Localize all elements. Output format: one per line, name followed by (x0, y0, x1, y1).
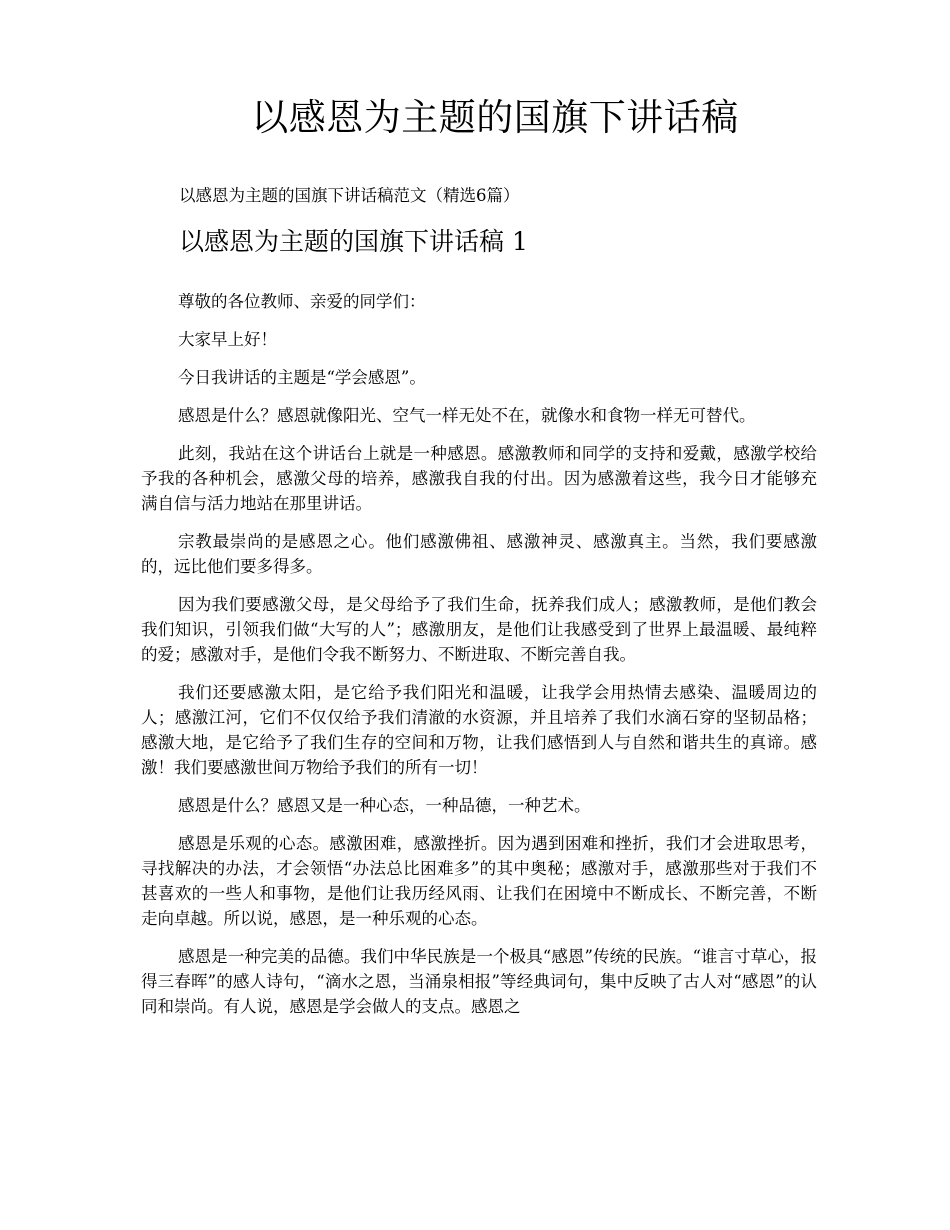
paragraph: 因为我们要感激父母，是父母给予了我们生命，抚养我们成人；感激教师，是他们教会我们知识，引领我们做“大写的人”；感激朋友，是他们让我感受到了世界上最温暖、最纯粹的爱；感激对手，是他们令我不断努力、不断进取、不断完善自我。 (141, 595, 817, 664)
document-body (141, 289, 817, 1032)
document-subtitle: 以感恩为主题的国旗下讲话稿范文（精选6篇） (179, 186, 520, 205)
paragraph: 感恩是一种完美的品德。我们中华民族是一个极具“感恩”传统的民族。“谁言寸草心，报得三春晖”的感人诗句，“滴水之恩，当涌泉相报”等经典词句，集中反映了古人对“感恩”的认同和崇尚。有人说，感恩是学会做人的支点。感恩之 (141, 947, 817, 1016)
paragraph: 感恩是什么？感恩就像阳光、空气一样无处不在，就像水和食物一样无可替代。 (178, 406, 756, 425)
section-heading: 以感恩为主题的国旗下讲话稿 1 (179, 227, 528, 256)
paragraph-greeting: 大家早上好！ (178, 330, 277, 349)
paragraph-salutation: 尊敬的各位教师、亲爱的同学们： (178, 292, 426, 311)
paragraph-topic: 今日我讲话的主题是“学会感恩”。 (178, 368, 426, 387)
paragraph: 我们还要感激太阳，是它给予我们阳光和温暖，让我学会用热情去感染、温暖周边的人；感激江河，它们不仅仅给予我们清澈的水资源，并且培养了我们水滴石穿的坚韧品格；感激大地，是它给予了我们生存的空间和万物，让我们感悟到人与自然和谐共生的真谛。感激！我们要感激世间万物给予我们的所有一切！ (141, 683, 817, 777)
paragraph: 感恩是乐观的心态。感激困难，感激挫折。因为遇到困难和挫折，我们才会进取思考，寻找解决的办法，才会领悟“办法总比困难多”的其中奥秘；感激对手，感激那些对于我们不甚喜欢的一些人和事物，是他们让我历经风雨、让我们在困境中不断成长、不断完善，不断走向卓越。所以说，感恩，是一种乐观的心态。 (141, 834, 817, 928)
document-title: 以感恩为主题的国旗下讲话稿 (251, 96, 739, 139)
paragraph: 感恩是什么？感恩又是一种心态，一种品德，一种艺术。 (178, 796, 591, 815)
paragraph: 宗教最崇尚的是感恩之心。他们感激佛祖、感激神灵、感激真主。当然，我们要感激的，远比他们要多得多。 (141, 532, 817, 576)
paragraph: 此刻，我站在这个讲话台上就是一种感恩。感激教师和同学的支持和爱戴，感激学校给予我的各种机会，感激父母的培养，感激我自我的付出。因为感激着这些，我今日才能够充满自信与活力地站在那里讲话。 (141, 444, 817, 513)
